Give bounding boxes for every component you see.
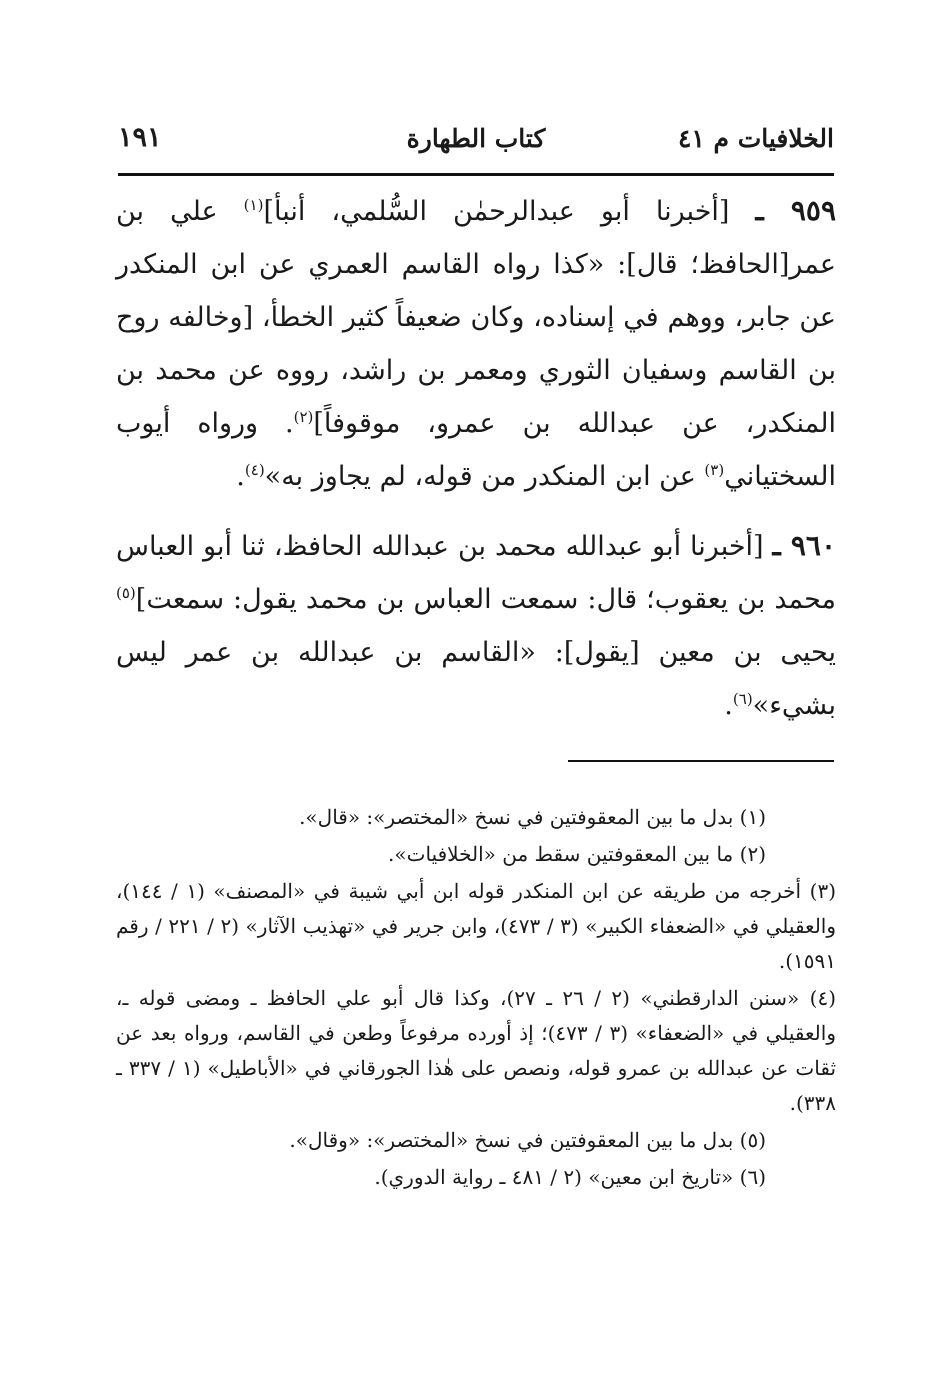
footnote: (٢) ما بين المعقوفتين سقط من «الخلافيات». bbox=[388, 842, 766, 866]
footnote-ref: (٤) bbox=[244, 461, 265, 479]
hadith-text: . bbox=[724, 690, 733, 721]
book-part: الخلافيات م ٤١ bbox=[677, 124, 834, 153]
footnote-ref: (١) bbox=[243, 196, 264, 214]
book-title: كتاب الطهارة bbox=[406, 124, 546, 153]
footnote: (١) بدل ما بين المعقوفتين في نسخ «المختصر»: «قال». bbox=[299, 805, 766, 829]
hadith-text: علي بن عمر[الحافظ؛ قال]: «كذا رواه القاسم العمري عن ابن المنكدر عن جابر، ووهم في إسناده، وكان ضعيفاً كثير الخطأ، [وخالفه روح بن القاسم وسفيان الثوري ومعمر بن راشد، رووه عن محمد بن المنكدر، عن عبدالله بن عمرو، موقوفاً] bbox=[116, 196, 836, 439]
running-header bbox=[118, 122, 834, 166]
hadith-paragraph bbox=[116, 184, 836, 503]
footnote-ref: (٥) bbox=[116, 584, 136, 602]
hadith-number: ٩٥٩ ـ bbox=[755, 194, 836, 227]
main-text bbox=[116, 184, 836, 748]
footnotes bbox=[116, 800, 836, 1197]
footnote: (٤) «سنن الدارقطني» (٢ / ٢٦ ـ ٢٧)، وكذا قال أبو علي الحافظ ـ ومضى قوله ـ، والعقيلي في «الضعفاء» (٣ / ٤٧٣)؛ إذ أورده مرفوعاً وطعن في القاسم، ورواه بعد عن ثقات عن عبدالله بن عمرو قوله، ونصص على هٰذا الجورقاني في «الأباطيل» (١ / ٣٣٧ ـ ٣٣٨). bbox=[116, 986, 837, 1115]
footnote-ref: (٣) bbox=[704, 461, 725, 479]
hadith-paragraph bbox=[116, 519, 836, 732]
hadith-text: [أخبرنا أبو عبدالرحمٰن السُّلمي، أنبأ] bbox=[263, 196, 730, 227]
hadith-number: ٩٦٠ ـ bbox=[772, 529, 836, 562]
hadith-text: عن ابن المنكدر من قوله، لم يجاوز به» bbox=[264, 461, 705, 492]
footnote-ref: (٢) bbox=[293, 408, 314, 426]
footnote: (٦) «تاريخ ابن معين» (٢ / ٤٨١ ـ رواية الدوري). bbox=[374, 1165, 766, 1189]
footnote: (٥) بدل ما بين المعقوفتين في نسخ «المختصر»: «وقال». bbox=[289, 1128, 766, 1152]
footnote: (٣) أخرجه من طريقه عن ابن المنكدر قوله ابن أبي شيبة في «المصنف» (١ / ١٤٤)، والعقيلي في «الضعفاء الكبير» (٣ / ٤٧٣)، وابن جرير في «تهذيب الآثار» (٢ / ٢٢١ / رقم ١٥٩١). bbox=[116, 879, 837, 973]
page-number: ١٩١ bbox=[118, 122, 162, 153]
hadith-text: [أخبرنا أبو عبدالله محمد بن عبدالله الحافظ، ثنا أبو العباس محمد بن يعقوب؛ قال: سمعت العباس بن محمد يقول: سمعت] bbox=[116, 531, 836, 615]
hadith-text: يحيى بن معين [يقول]: «القاسم بن عبدالله بن عمر ليس بشيء» bbox=[116, 637, 836, 721]
footnote-separator bbox=[568, 760, 834, 762]
hadith-text: . ورواه أيوب السختياني bbox=[116, 408, 836, 492]
header-rule bbox=[118, 173, 834, 176]
hadith-text: . bbox=[236, 461, 245, 492]
footnote-ref: (٦) bbox=[732, 690, 753, 708]
